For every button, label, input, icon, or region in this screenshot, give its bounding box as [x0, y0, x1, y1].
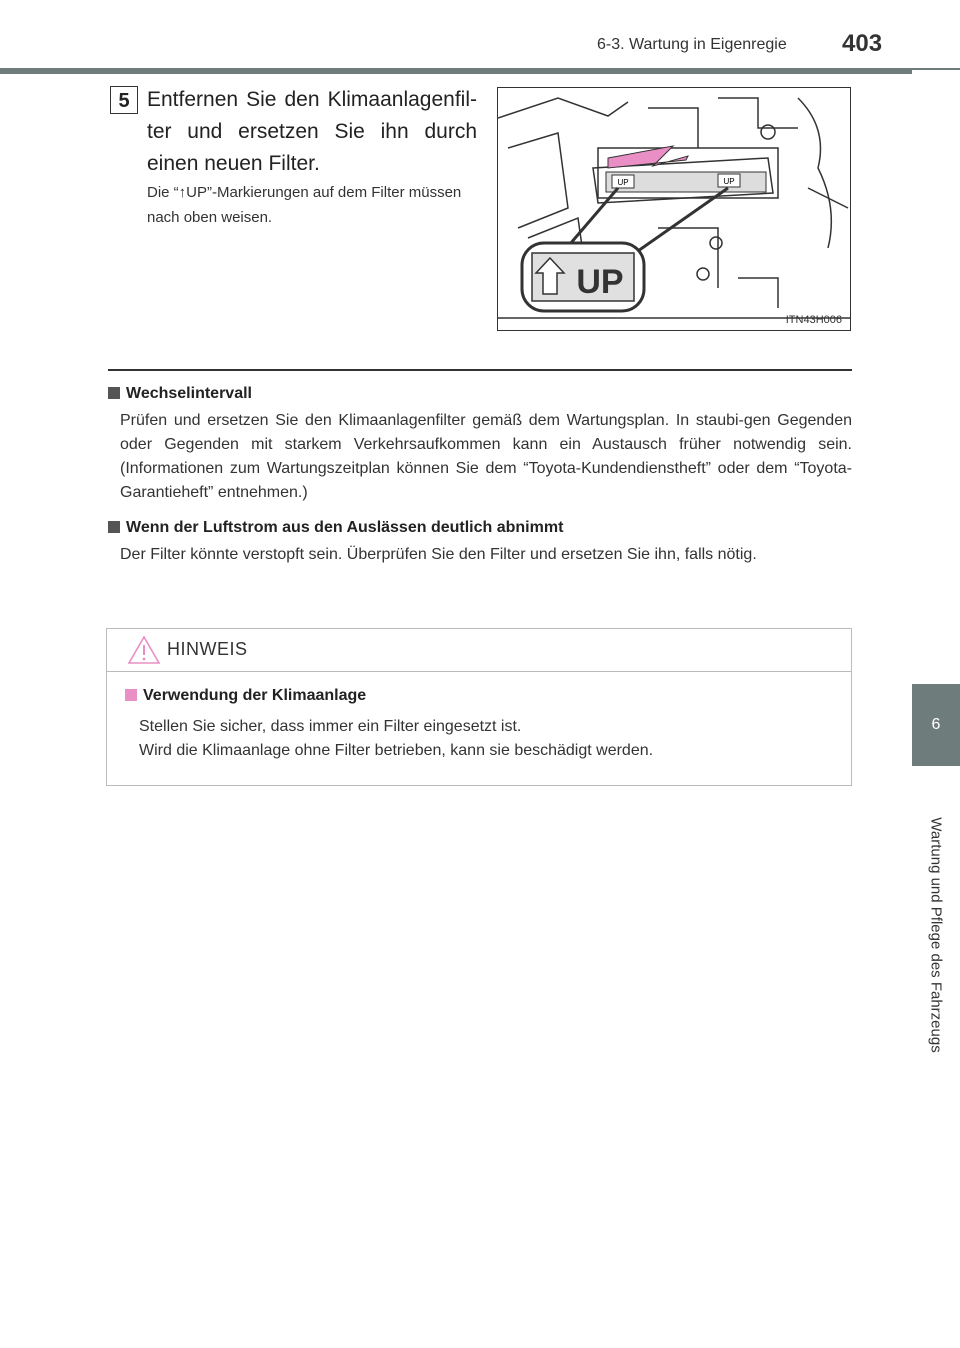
up-callout-text: UP: [576, 263, 624, 301]
notice-body: [139, 715, 653, 763]
bullet-square-icon: [125, 689, 137, 701]
note-airflow: [108, 519, 852, 567]
chapter-label: [912, 770, 960, 1100]
note-heading-text: Wechselintervall: [126, 385, 252, 402]
note-heading: [108, 385, 852, 403]
step-number: 5: [110, 86, 138, 114]
note-change-interval: [108, 385, 852, 505]
warning-triangle-icon: [127, 635, 161, 665]
notice-subheading: [125, 687, 366, 705]
small-up-label-right: UP: [723, 177, 735, 186]
filter-illustration: [497, 87, 851, 331]
side-tab-spacer: [912, 70, 960, 682]
step-title: Entfernen Sie den Klimaanlagenfil-ter und ersetzen Sie ihn durch einen neuen Filter.: [147, 88, 477, 175]
notice-line: Wird die Klimaanlage ohne Filter betrieben, kann sie beschädigt werden.: [139, 742, 654, 759]
section-divider: [108, 369, 852, 371]
bullet-square-icon: [108, 521, 120, 533]
note-body: Prüfen und ersetzen Sie den Klimaanlagenfilter gemäß dem Wartungsplan. In staubi-gen Gegenden oder Gegenden mit starkem Verkehrsaufkommen kann ein Austausch früher notwendig sein. (Informationen zum Wartungszeitplan können Sie dem “Toyota-Kundendienstheft” oder dem “Toyota-Garantieheft” entnehmen.): [120, 412, 852, 501]
notice-header: [107, 629, 851, 672]
note-heading: [108, 519, 852, 537]
header-rule: [0, 68, 960, 74]
small-up-label-left: UP: [617, 178, 629, 187]
section-title: 6-3. Wartung in Eigenregie: [597, 36, 787, 53]
figure-code: ITN43H006: [785, 314, 842, 326]
chapter-label-text: Wartung und Pflege des Fahrzeugs: [927, 817, 945, 1053]
notice-subheading-text: Verwendung der Klimaanlage: [143, 687, 367, 704]
bullet-square-icon: [108, 387, 120, 399]
filter-drawing: [498, 88, 851, 331]
notice-box: [106, 628, 852, 786]
step-note: Die “↑UP”-Markierungen auf dem Filter müssen nach oben weisen.: [147, 184, 462, 226]
chapter-tab[interactable]: 6: [912, 684, 960, 766]
notice-line: Stellen Sie sicher, dass immer ein Filter eingesetzt ist.: [139, 718, 522, 735]
notice-title: HINWEIS: [167, 639, 248, 659]
note-heading-text: Wenn der Luftstrom aus den Auslässen deutlich abnimmt: [126, 519, 564, 536]
page-number: 403: [842, 30, 883, 57]
note-body: Der Filter könnte verstopft sein. Überprüfen Sie den Filter und ersetzen Sie ihn, falls nötig.: [120, 546, 757, 563]
